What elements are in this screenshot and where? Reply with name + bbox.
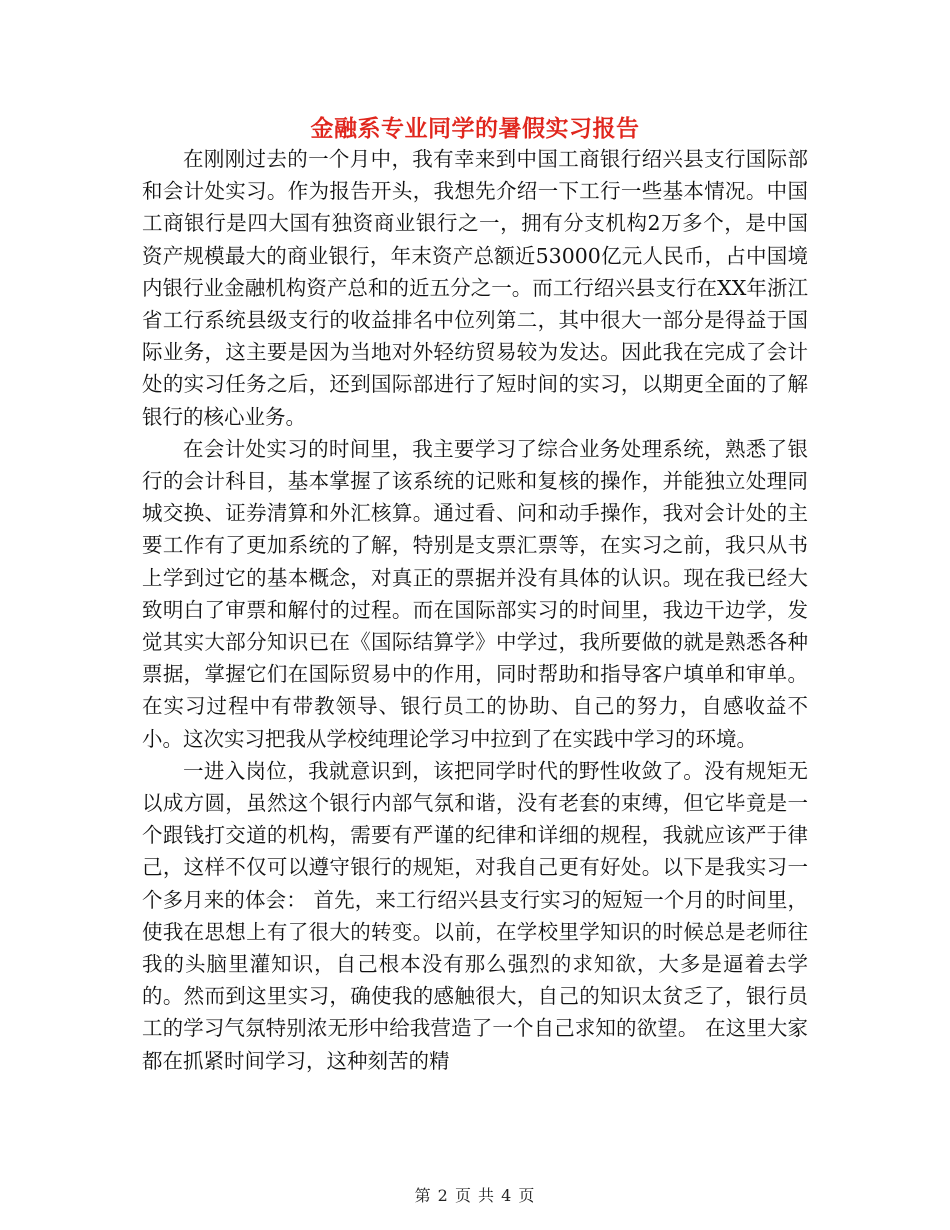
paragraph-1: 在刚刚过去的一个月中，我有幸来到中国工商银行绍兴县支行国际部和会计处实习。作为报告开头，我想先介绍一下工行一些基本情况。中国工商银行是四大国有独资商业银行之一，拥有分支机构2万多个，是中国资产规模最大的商业银行，年末资产总额近53000亿元人民币，占中国境内银行业金融机构资产总和的近五分之一。而工行绍兴县支行在XX年浙江省工行系统县级支行的收益排名中位列第二，其中很大一部分是得益于国际业务，这主要是因为当地对外轻纺贸易较为发达。因此我在完成了会计处的实习任务之后，还到国际部进行了短时间的实习，以期更全面的了解银行的核心业务。	[142, 147, 808, 429]
document-title: 金融系专业同学的暑假实习报告	[310, 115, 640, 142]
document-body	[142, 143, 808, 1077]
page-footer: 第 2 页 共 4 页	[414, 1186, 536, 1205]
paragraph-3: 一进入岗位，我就意识到，该把同学时代的野性收敛了。没有规矩无以成方圆，虽然这个银行内部气氛和谐，没有老套的束缚，但它毕竟是一个跟钱打交道的机构，需要有严谨的纪律和详细的规程，我就应该严于律己，这样不仅可以遵守银行的规矩，对我自己更有好处。以下是我实习一个多月来的体会： 首先，来工行绍兴县支行实习的短短一个月的时间里，使我在思想上有了很大的转变。以前，在学校里学知识的时候总是老师往我的头脑里灌知识，自己根本没有那么强烈的求知欲，大多是逼着去学的。然而到这里实习，确使我的感触很大，自己的知识太贫乏了，银行员工的学习气氛特别浓无形中给我营造了一个自己求知的欲望。 在这里大家都在抓紧时间学习，这种刻苦的精	[142, 758, 808, 1073]
paragraph-2: 在会计处实习的时间里，我主要学习了综合业务处理系统，熟悉了银行的会计科目，基本掌握了该系统的记账和复核的操作，并能独立处理同城交换、证券清算和外汇核算。通过看、问和动手操作，我对会计处的主要工作有了更加系统的了解，特别是支票汇票等，在实习之前，我只从书上学到过它的基本概念，对真正的票据并没有具体的认识。现在我已经大致明白了审票和解付的过程。而在国际部实习的时间里，我边干边学，发觉其实大部分知识已在《国际结算学》中学过，我所要做的就是熟悉各种票据，掌握它们在国际贸易中的作用，同时帮助和指导客户填单和审单。在实习过程中有带教领导、银行员工的协助、自己的努力，自感收益不小。这次实习把我从学校纯理论学习中拉到了在实践中学习的环境。	[142, 436, 808, 751]
